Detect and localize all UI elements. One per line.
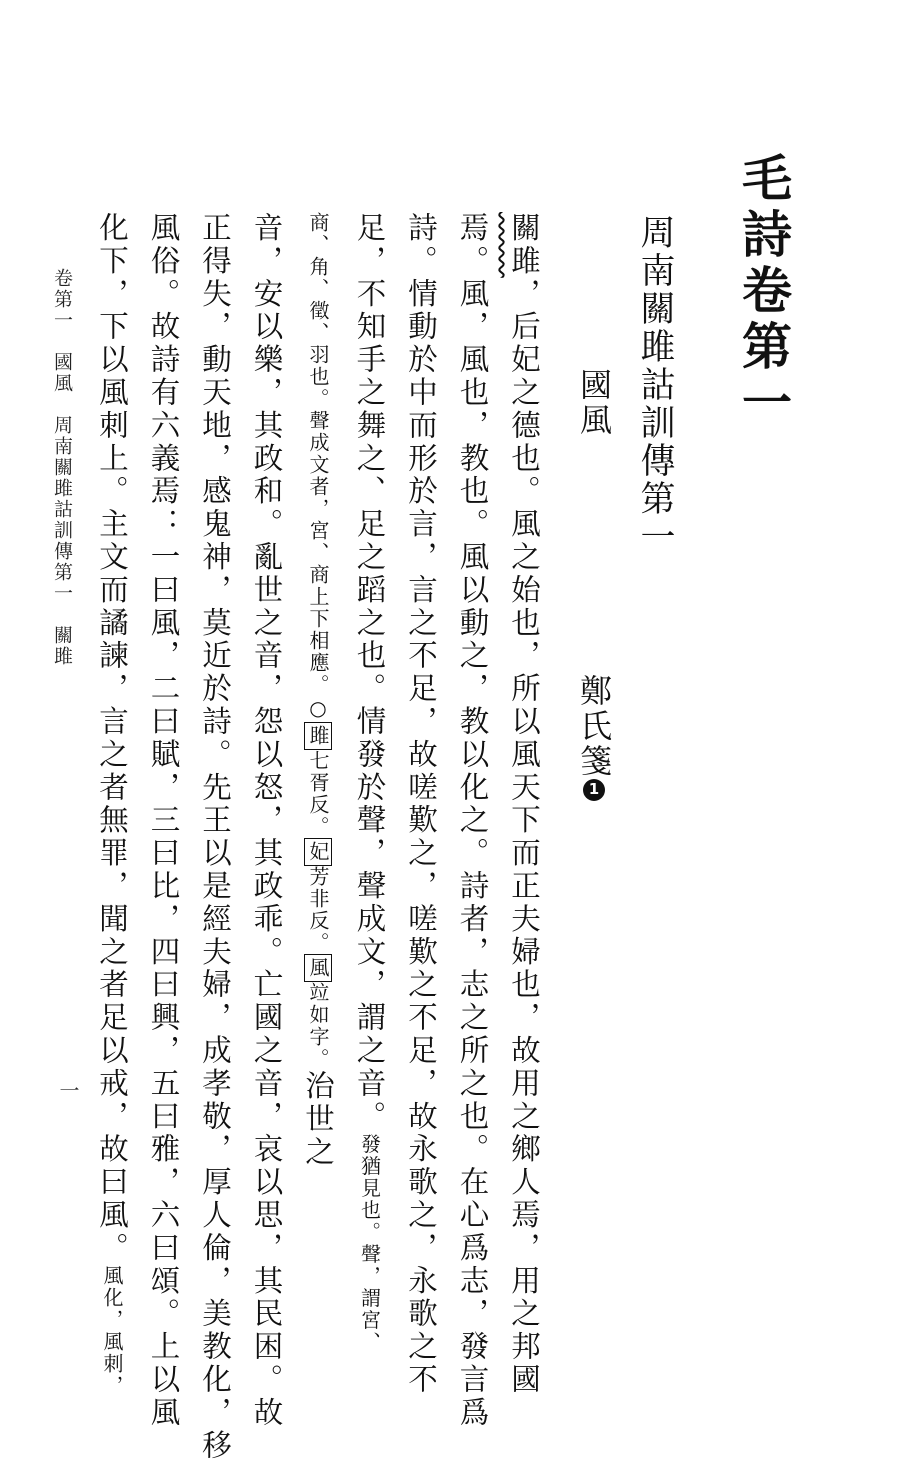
boxed-character: 妃: [304, 838, 332, 866]
commentary-note: 芳非反。: [306, 866, 330, 954]
text-segment: 正得失，動天地，感鬼神，莫近於詩。先王以是經夫婦，成孝敬，厚人倫，美教化，移: [198, 212, 232, 1462]
commentary-note: 發猶見也。聲，謂宮、: [357, 1133, 382, 1354]
book-title: 毛詩卷第一: [734, 152, 793, 432]
text-segment: ，后妃之德也。風之始也，所以風天下而正夫婦也，故用之鄉人焉，用之邦國: [507, 277, 541, 1397]
chapter-title: 周南關雎詁訓傳第一: [635, 214, 675, 556]
text-segment: 風俗。故詩有六義焉：一曰風，二曰賦，三曰比，四曰興，五曰雅，六曰頌。上以風: [146, 212, 181, 1430]
text-column: [200, 212, 230, 1462]
text-column: [97, 212, 127, 1397]
text-column: [509, 212, 539, 1396]
running-head: 卷第一 國風 周南關雎詁訓傳第一 關雎: [51, 268, 73, 667]
poem-title: 關雎: [507, 212, 541, 278]
text-column: [406, 212, 436, 1396]
text-segment: 音，安以樂，其政和。亂世之音，怨以怒，其政乖。亡國之音，哀以思，其民困。故: [249, 212, 284, 1430]
annotator-line: [575, 674, 613, 801]
text-column: [303, 212, 333, 1169]
text-column: [249, 212, 284, 1430]
text-segment: 足，不知手之舞之、足之蹈之也。情發於聲，聲成文，謂之音。: [352, 212, 387, 1134]
text-segment: 治世之: [301, 1070, 335, 1169]
commentary-note: 竝如字。: [306, 982, 330, 1070]
page-number: 一: [56, 1080, 80, 1100]
footnote-marker: 1: [585, 779, 603, 801]
text-column: [352, 212, 387, 1354]
commentary-note: 風化，風刺，: [100, 1264, 124, 1397]
text-segment: 焉。風，風也，教也。風以動之，教以化之。詩者，志之所之也。在心爲志，發言爲: [455, 212, 490, 1430]
commentary-note: 商、角、徵、羽也。聲成文者，宮、商上下相應。○: [306, 212, 330, 722]
text-segment: 化下，下以風刺上。主文而譎諫，言之者無罪，聞之者足以戒，故曰風。: [95, 212, 129, 1265]
boxed-character: 風: [304, 954, 332, 982]
text-column: [146, 212, 181, 1430]
section-heading: 國風: [575, 368, 613, 438]
text-column: [455, 212, 490, 1430]
annotator: 鄭氏箋: [575, 674, 613, 779]
commentary-note: 七胥反。: [306, 750, 330, 838]
text-segment: 詩。情動於中而形於言，言之不足，故嗟歎之，嗟歎之不足，故永歌之，永歌之不: [404, 212, 438, 1397]
boxed-character: 雎: [304, 722, 332, 750]
